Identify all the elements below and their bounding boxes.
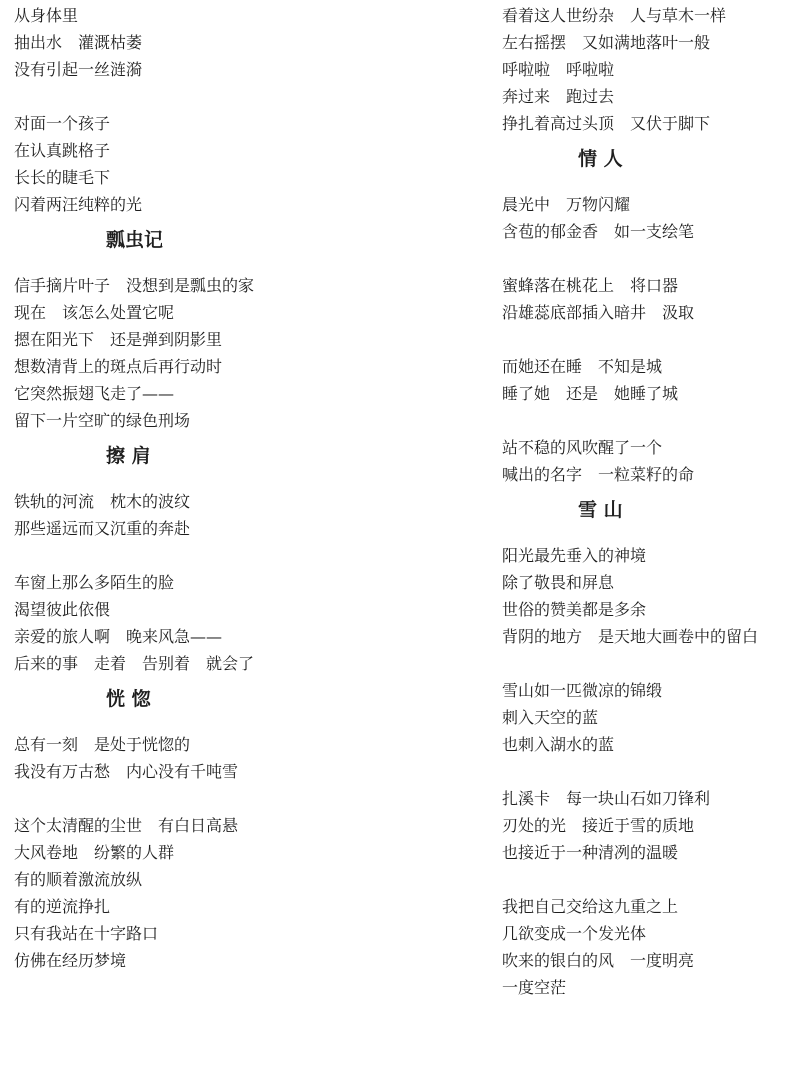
poem-line: 几欲变成一个发光体 [502, 924, 647, 943]
poem-line: 刃处的光 接近于雪的质地 [502, 816, 695, 835]
poem-line: 世俗的赞美都是多余 [502, 600, 647, 619]
stanza [502, 272, 798, 326]
poem-line: 呼啦啦 呼啦啦 [502, 60, 615, 79]
poem-line: 左右摇摆 又如满地落叶一般 [502, 33, 711, 52]
left-column [14, 2, 394, 974]
poem-line: 奔过来 跑过去 [502, 87, 615, 106]
poem-line: 对面一个孩子 [14, 114, 111, 133]
poem-line: 雪山如一匹微凉的锦缎 [502, 681, 663, 700]
poem-line: 闪着两汪纯粹的光 [14, 195, 143, 214]
poem-line: 看着这人世纷杂 人与草木一样 [502, 6, 727, 25]
poem-title: 擦 肩 [106, 445, 151, 467]
poem [502, 132, 798, 488]
poem-line: 后来的事 走着 告别着 就会了 [14, 654, 255, 673]
right-column [502, 2, 798, 1001]
poem-line: 阳光最先垂入的神境 [502, 546, 647, 565]
poem-line: 留下一片空旷的绿色刑场 [14, 411, 191, 430]
stanza [14, 2, 394, 83]
poem-line: 晨光中 万物闪耀 [502, 195, 631, 214]
poem-line: 喊出的名字 一粒菜籽的命 [502, 465, 695, 484]
stanza [14, 731, 394, 785]
poem-line: 除了敬畏和屏息 [502, 573, 615, 592]
stanza [14, 812, 394, 974]
stanza [502, 353, 798, 407]
poem-line: 吹来的银白的风 一度明亮 [502, 951, 695, 970]
stanza [502, 191, 798, 245]
poem-line: 信手摘片叶子 没想到是瓢虫的家 [14, 276, 255, 295]
poem-line: 有的逆流挣扎 [14, 897, 111, 916]
poem-line: 想数清背上的斑点后再行动时 [14, 357, 223, 376]
poem-line: 亲爱的旅人啊 晚来风急—— [14, 627, 223, 646]
stanza [14, 110, 394, 218]
poem-line: 那些遥远而又沉重的奔赴 [14, 519, 191, 538]
poem-line: 含苞的郁金香 如一支绘笔 [502, 222, 695, 241]
poem-line: 睡了她 还是 她睡了城 [502, 384, 679, 403]
poem-line: 在认真跳格子 [14, 141, 111, 160]
poem-line: 总有一刻 是处于恍惚的 [14, 735, 191, 754]
stanza [502, 2, 798, 137]
poem [14, 672, 394, 974]
poem-line: 从身体里 [14, 6, 79, 25]
stanza [502, 785, 798, 866]
poem-line: 长长的睫毛下 [14, 168, 111, 187]
poem-line: 也刺入湖水的蓝 [502, 735, 615, 754]
poem-line: 渴望彼此依偎 [14, 600, 111, 619]
poem [14, 2, 394, 218]
poem-line: 背阴的地方 是天地大画卷中的留白 [502, 627, 759, 646]
poem [14, 213, 394, 434]
poem [14, 429, 394, 677]
poem-line: 我把自己交给这九重之上 [502, 897, 679, 916]
poem-line: 抽出水 灌溉枯萎 [14, 33, 143, 52]
poem-line: 沿雄蕊底部插入暗井 汲取 [502, 303, 695, 322]
poem-line: 摁在阳光下 还是弹到阴影里 [14, 330, 223, 349]
poem [502, 483, 798, 1001]
poem-title: 瓢虫记 [106, 229, 164, 251]
stanza [502, 434, 798, 488]
stanza [502, 677, 798, 758]
poem-line: 一度空茫 [502, 978, 567, 997]
poem-title: 雪 山 [578, 499, 623, 521]
poem-line: 而她还在睡 不知是城 [502, 357, 663, 376]
poem-line: 铁轨的河流 枕木的波纹 [14, 492, 191, 511]
poem-line: 现在 该怎么处置它呢 [14, 303, 175, 322]
poem-line: 没有引起一丝涟漪 [14, 60, 143, 79]
poem-title: 情 人 [578, 148, 623, 170]
stanza [14, 488, 394, 542]
poem [502, 2, 798, 137]
poem-line: 仿佛在经历梦境 [14, 951, 127, 970]
poem-line: 扎溪卡 每一块山石如刀锋利 [502, 789, 711, 808]
stanza [502, 893, 798, 1001]
poem-title: 恍 惚 [106, 688, 151, 710]
poem-line: 挣扎着高过头顶 又伏于脚下 [502, 114, 711, 133]
poem-line: 站不稳的风吹醒了一个 [502, 438, 663, 457]
stanza [14, 272, 394, 434]
poem-line: 它突然振翅飞走了—— [14, 384, 175, 403]
stanza [14, 569, 394, 677]
poem-line: 有的顺着激流放纵 [14, 870, 143, 889]
poem-line: 车窗上那么多陌生的脸 [14, 573, 175, 592]
stanza [502, 542, 798, 650]
poem-line: 也接近于一种清冽的温暖 [502, 843, 679, 862]
poem-line: 只有我站在十字路口 [14, 924, 159, 943]
poem-line: 蜜蜂落在桃花上 将口器 [502, 276, 679, 295]
poem-line: 这个太清醒的尘世 有白日高悬 [14, 816, 239, 835]
poem-line: 大风卷地 纷繁的人群 [14, 843, 175, 862]
poem-line: 刺入天空的蓝 [502, 708, 599, 727]
poem-line: 我没有万古愁 内心没有千吨雪 [14, 762, 239, 781]
